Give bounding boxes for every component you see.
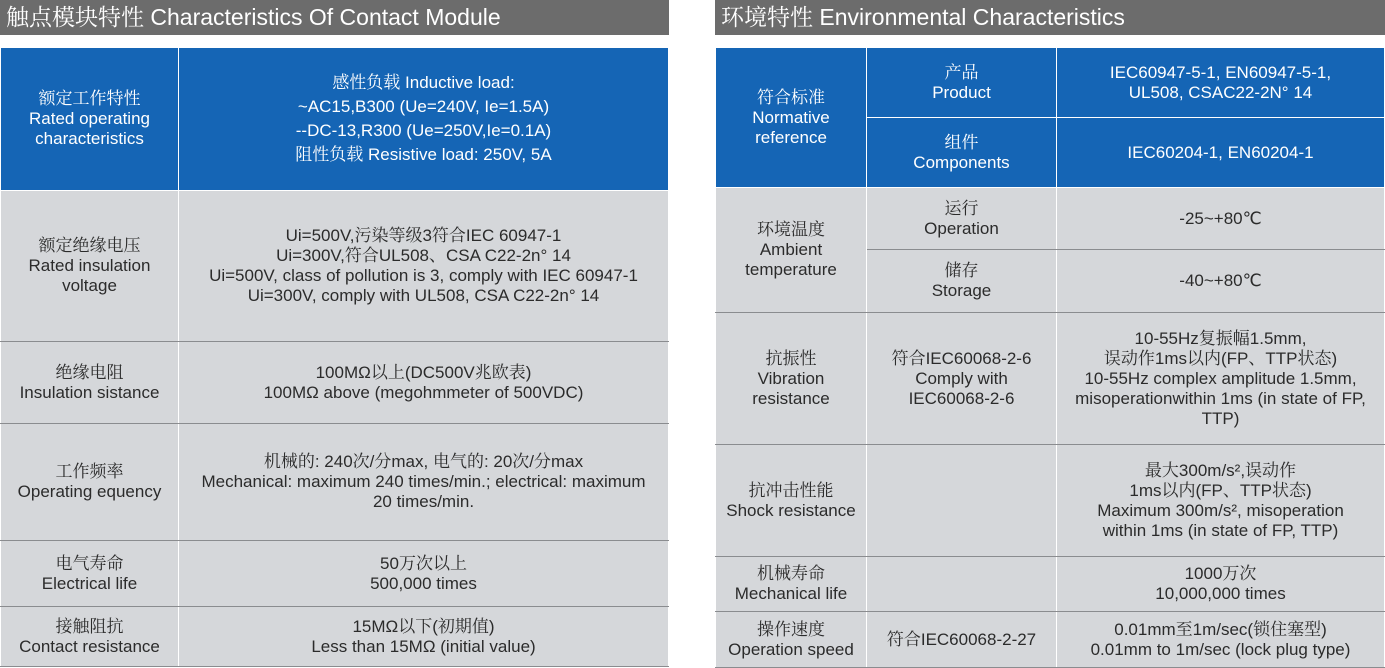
cell-text-line: 接触阻抗	[55, 616, 124, 636]
cell-text-line: 符合标准	[757, 87, 825, 107]
cell-text-line: 100MΩ above (megohmmeter of 500VDC)	[263, 382, 584, 402]
sub-label	[867, 118, 1057, 188]
cell-text-line: 机械的: 240次/分max, 电气的: 20次/分max	[263, 452, 584, 471]
table-row	[1, 541, 669, 607]
cell-text-line: ~AC15,B300 (Ue=240V, Ie=1.5A)	[297, 97, 550, 116]
table-row	[716, 188, 1385, 250]
cell-text-line: Product	[932, 82, 991, 102]
cell-text-line: 组件	[944, 132, 979, 152]
table-row	[1, 424, 669, 541]
cell-text-line: IEC60068-2-6	[908, 388, 1015, 408]
cell-text-line: 500,000 times	[370, 573, 477, 593]
cell-text-line: Shock resistance	[726, 500, 856, 520]
cell-text-line: Ui=500V, class of pollution is 3, comply with IEC 60947-1	[209, 266, 638, 285]
cell-text-line: 电气寿命	[55, 553, 124, 573]
row-value	[1057, 445, 1385, 557]
row-value	[179, 607, 669, 667]
cell-text-line: 储存	[944, 261, 979, 280]
cell-text-line: IEC60204-1, EN60204-1	[1127, 142, 1314, 162]
cell-text-line: Rated operating characteristics	[29, 109, 150, 148]
cell-text-line: 阻性负载 Resistive load: 250V, 5A	[295, 145, 552, 164]
cell-text-line: Operation speed	[728, 639, 854, 659]
sub-label	[867, 48, 1057, 118]
cell-text-line: IEC60947-5-1, EN60947-5-1,	[1109, 62, 1332, 82]
cell-text-line: 最大300m/s²,误动作	[1144, 460, 1297, 480]
cell-text-line: Operation	[924, 218, 999, 238]
row-label	[716, 313, 867, 445]
cell-text-line: Components	[913, 152, 1010, 172]
cell-text-line: 额定绝缘电压	[38, 236, 141, 255]
cell-text-line: 10-55Hz复振幅1.5mm,	[1134, 328, 1307, 348]
row-label	[1, 48, 179, 191]
row-label	[1, 342, 179, 424]
cell-text-line: 10-55Hz complex amplitude 1.5mm,	[1084, 368, 1357, 388]
sub-label	[867, 313, 1057, 445]
row-value	[179, 342, 669, 424]
row-value	[179, 48, 669, 191]
cell-text-line: --DC-13,R300 (Ue=250V,Ie=0.1A)	[295, 121, 552, 140]
cell-text-line: Ui=500V,污染等级3符合IEC 60947-1	[285, 226, 562, 245]
row-label	[1, 541, 179, 607]
cell-text-line: Maximum 300m/s², misoperation	[1097, 500, 1344, 520]
sub-label	[867, 250, 1057, 313]
row-value	[179, 191, 669, 342]
cell-text-line: Less than 15MΩ (initial value)	[311, 636, 536, 656]
cell-text-line: Contact resistance	[19, 636, 160, 656]
cell-text-line: Storage	[931, 281, 992, 300]
cell-text-line: 1000万次	[1184, 564, 1257, 583]
cell-text-line: 操作速度	[757, 619, 825, 639]
cell-text-line: 感性负载 Inductive load:	[332, 73, 515, 92]
row-label	[1, 191, 179, 342]
cell-text-line: Mechanical life	[734, 584, 848, 603]
cell-text-line: 100MΩ以上(DC500V兆欧表)	[315, 362, 532, 382]
cell-text-line: 工作频率	[55, 462, 124, 481]
row-label	[1, 607, 179, 667]
row-value	[1057, 188, 1385, 250]
row-value	[1057, 118, 1385, 188]
cell-text-line: 0.01mm to 1m/sec (lock plug type)	[1090, 639, 1351, 659]
cell-text-line: UL508, CSAC22-2N° 14	[1128, 82, 1313, 102]
row-label	[1, 424, 179, 541]
contact-module-title: 触点模块特性 Characteristics Of Contact Module	[0, 0, 669, 35]
cell-text-line: 绝缘电阻	[55, 362, 124, 382]
table-row	[1, 342, 669, 424]
row-value	[1057, 612, 1385, 668]
table-row	[1, 191, 669, 342]
table-row	[716, 557, 1385, 612]
row-label	[716, 612, 867, 668]
cell-text-line: Normative reference	[752, 107, 830, 147]
environmental-panel	[715, 0, 1385, 668]
cell-text-line: Electrical life	[41, 573, 138, 593]
sub-label	[867, 188, 1057, 250]
table-row	[716, 313, 1385, 445]
cell-text-line: 10,000,000 times	[1155, 584, 1286, 603]
cell-text-line: Rated insulation voltage	[28, 256, 151, 295]
row-value	[179, 424, 669, 541]
row-value	[1057, 557, 1385, 612]
cell-text-line: Operating equency	[17, 482, 162, 501]
cell-text-line: within 1ms (in state of FP, TTP)	[1102, 520, 1339, 540]
cell-text-line: Vibration resistance	[752, 368, 830, 408]
cell-text-line: TTP)	[1201, 408, 1240, 428]
sub-label	[867, 612, 1057, 668]
cell-text-line: 50万次以上	[380, 553, 467, 573]
cell-text-line: Insulation sistance	[19, 382, 160, 402]
cell-text-line: Comply with	[915, 368, 1008, 388]
row-label	[716, 445, 867, 557]
table-row	[716, 445, 1385, 557]
cell-text-line: 1ms以内(FP、TTP状态)	[1129, 480, 1312, 500]
row-value	[1057, 250, 1385, 313]
contact-module-table	[0, 47, 669, 667]
cell-text-line: Ui=300V, comply with UL508, CSA C22-2n° 14	[247, 286, 600, 305]
row-label	[716, 557, 867, 612]
cell-text-line: 误动作1ms以内(FP、TTP状态)	[1103, 348, 1338, 368]
table-row	[716, 612, 1385, 668]
cell-text-line: 环境温度	[757, 220, 825, 239]
cell-text-line: 0.01mm至1m/sec(锁住塞型)	[1114, 619, 1327, 639]
cell-text-line: -40~+80℃	[1179, 271, 1262, 290]
cell-text-line: 15MΩ以下(初期值)	[352, 616, 495, 636]
cell-text-line: Ambient temperature	[745, 240, 837, 279]
cell-text-line: misoperationwithin 1ms (in state of FP,	[1075, 388, 1366, 408]
table-row	[1, 48, 669, 191]
cell-text-line: 20 times/min.	[372, 492, 475, 511]
cell-text-line: 运行	[944, 198, 979, 218]
cell-text-line: Mechanical: maximum 240 times/min.; electrical: maximum	[201, 472, 646, 491]
cell-text-line: -25~+80℃	[1179, 208, 1262, 228]
row-value	[179, 541, 669, 607]
row-label	[716, 48, 867, 188]
cell-text-line: 机械寿命	[757, 564, 825, 583]
contact-module-panel	[0, 0, 669, 667]
cell-text-line: Ui=300V,符合UL508、CSA C22-2n° 14	[276, 246, 571, 265]
cell-text-line: 抗冲击性能	[748, 480, 834, 500]
sub-label	[867, 445, 1057, 557]
environmental-table	[715, 47, 1385, 668]
row-value	[1057, 48, 1385, 118]
table-row	[1, 607, 669, 667]
cell-text-line: 抗振性	[765, 348, 817, 368]
cell-text-line: 符合IEC60068-2-6	[891, 348, 1032, 368]
row-label	[716, 188, 867, 313]
cell-text-line: 产品	[944, 62, 979, 82]
table-row	[716, 48, 1385, 118]
environmental-title: 环境特性 Environmental Characteristics	[715, 0, 1385, 35]
row-value	[1057, 313, 1385, 445]
cell-text-line: 符合IEC60068-2-27	[886, 629, 1037, 649]
cell-text-line: 额定工作特性	[38, 89, 141, 108]
sub-label	[867, 557, 1057, 612]
